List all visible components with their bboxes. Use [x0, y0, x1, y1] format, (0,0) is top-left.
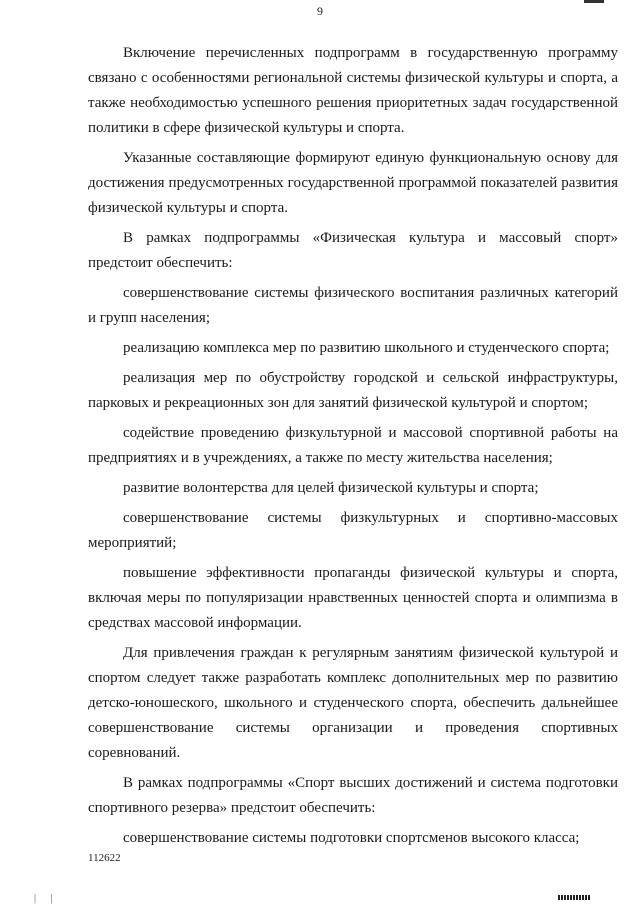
list-item-2: реализацию комплекса мер по развитию школьного и студенческого спорта; — [123, 340, 610, 356]
page-number: 9 — [317, 4, 323, 18]
list-item-3: реализация мер по обустройству городской и сельской инфраструктуры, парковых и рекреационных зон для занятий физической культурой и спортом; — [88, 370, 618, 411]
list-item-4: содействие проведению физкультурной и массовой спортивной работы на предприятиях и в учреждениях, а также по месту жительства населения; — [88, 425, 618, 466]
scan-edge-marks: | | — [34, 893, 59, 904]
paragraph-4: Для привлечения граждан к регулярным занятиям физической культурой и спортом следует также разработать комплекс дополнительных мер по развитию детско-юношеского, школьного и студенческого спорта, обеспечить дальнейшее совершенствование системы организации и проведения спортивных соревнований. — [88, 645, 618, 761]
document-code: 112622 — [88, 852, 121, 864]
paragraph-2: Указанные составляющие формируют единую функциональную основу для достижения предусмотренных государственной программой показателей развития физической культуры и спорта. — [88, 150, 618, 216]
document-body — [88, 41, 618, 856]
barcode-mark — [558, 895, 590, 900]
paragraph-3: В рамках подпрограммы «Физическая культура и массовый спорт» предстоит обеспечить: — [88, 230, 618, 271]
list-item-7: повышение эффективности пропаганды физической культуры и спорта, включая меры по популяризации нравственных ценностей спорта и олимпизма в средствах массовой информации. — [88, 565, 618, 631]
paragraph-5: В рамках подпрограммы «Спорт высших достижений и система подготовки спортивного резерва» предстоит обеспечить: — [88, 775, 618, 816]
list-item-5: развитие волонтерства для целей физической культуры и спорта; — [123, 480, 539, 496]
list-item-8: совершенствование системы подготовки спортсменов высокого класса; — [123, 830, 580, 846]
list-item-6: совершенствование системы физкультурных и спортивно-массовых мероприятий; — [88, 510, 618, 551]
paragraph-1: Включение перечисленных подпрограмм в государственную программу связано с особенностями региональной системы физической культуры и спорта, а также необходимостью успешного решения приоритетных задач государственной политики в сфере физической культуры и спорта. — [88, 45, 618, 136]
scan-corner-mark — [584, 0, 604, 3]
list-item-1: совершенствование системы физического воспитания различных категорий и групп населения; — [88, 285, 618, 326]
